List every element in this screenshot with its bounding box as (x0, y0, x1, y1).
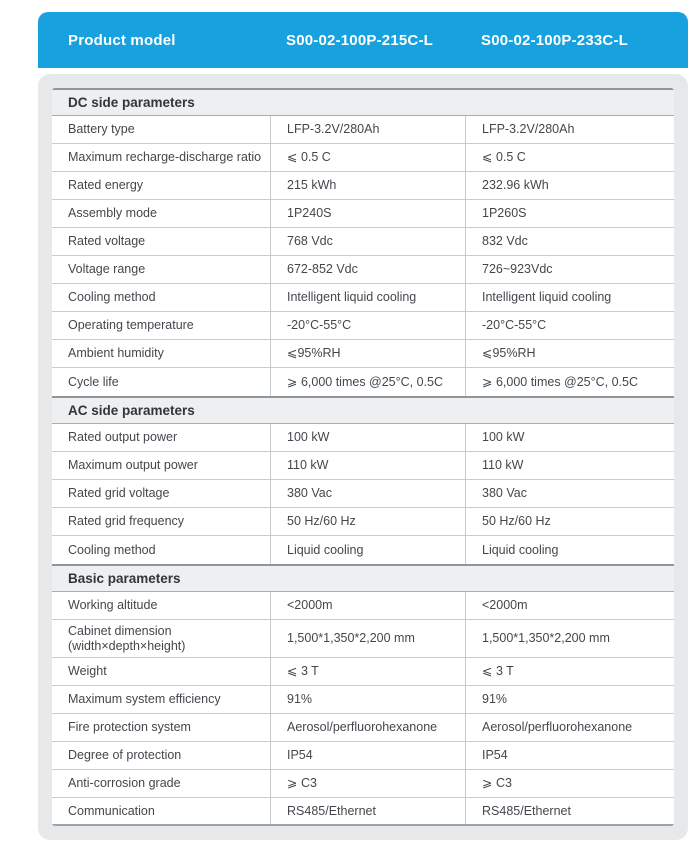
parameter-name: Rated grid voltage (68, 486, 170, 501)
section-header (52, 88, 674, 116)
header-model-2: S00-02-100P-233C-L (481, 31, 629, 49)
table-row (52, 284, 674, 312)
section-header (52, 564, 674, 592)
section-title: AC side parameters (68, 403, 195, 418)
value-cell-model-2: -20°C-55°C (465, 312, 674, 339)
table-row (52, 770, 674, 798)
parameter-name: Maximum recharge-discharge ratio (68, 150, 262, 165)
value-cell-model-2: Aerosol/perfluorohexanone (465, 714, 674, 741)
value-cell-model-1: Aerosol/perfluorohexanone (270, 714, 465, 741)
value-cell-model-2: ⩾ 6,000 times @25°C, 0.5C (465, 368, 674, 396)
value-cell-model-1: Liquid cooling (270, 536, 465, 564)
value-cell-model-2: RS485/Ethernet (465, 798, 674, 824)
value-cell-model-2: 726~923Vdc (465, 256, 674, 283)
parameter-name-cell (52, 592, 270, 619)
parameter-name: Weight (68, 664, 107, 679)
value-cell-model-1: 1P240S (270, 200, 465, 227)
table-row (52, 742, 674, 770)
parameter-name-cell (52, 658, 270, 685)
parameter-name: Anti-corrosion grade (68, 776, 181, 791)
parameter-name-cell (52, 508, 270, 535)
table-row (52, 536, 674, 564)
parameter-name-cell (52, 714, 270, 741)
value-cell-model-2: 1,500*1,350*2,200 mm (465, 620, 674, 657)
parameter-name-cell (52, 480, 270, 507)
table-row (52, 368, 674, 396)
spec-table-panel (52, 88, 674, 826)
parameter-name-cell (52, 686, 270, 713)
value-cell-model-1: 672-852 Vdc (270, 256, 465, 283)
parameter-name-cell (52, 144, 270, 171)
parameter-name: Battery type (68, 122, 135, 137)
parameter-name: Degree of protection (68, 748, 182, 763)
section-header (52, 396, 674, 424)
section-title: DC side parameters (68, 95, 195, 110)
parameter-name: Ambient humidity (68, 346, 164, 361)
value-cell-model-1: <2000m (270, 592, 465, 619)
parameter-name: Cooling method (68, 542, 156, 557)
parameter-name: Cabinet dimension (68, 623, 172, 638)
value-cell-model-1: LFP-3.2V/280Ah (270, 116, 465, 143)
value-cell-model-1: 100 kW (270, 424, 465, 451)
value-cell-model-1: 50 Hz/60 Hz (270, 508, 465, 535)
value-cell-model-2: ⩽ 3 T (465, 658, 674, 685)
parameter-name-cell (52, 256, 270, 283)
spec-table (52, 88, 674, 826)
parameter-name-cell (52, 312, 270, 339)
value-cell-model-2: ⩽95%RH (465, 340, 674, 367)
value-cell-model-2: 100 kW (465, 424, 674, 451)
parameter-name: Cooling method (68, 290, 156, 305)
parameter-name: Communication (68, 803, 155, 818)
value-cell-model-2: 110 kW (465, 452, 674, 479)
parameter-name: Cycle life (68, 374, 119, 389)
parameter-name-cell (52, 340, 270, 367)
parameter-name: Maximum system efficiency (68, 692, 221, 707)
parameter-name-cell (52, 228, 270, 255)
parameter-name: Working altitude (68, 598, 158, 613)
value-cell-model-2: Intelligent liquid cooling (465, 284, 674, 311)
value-cell-model-2: <2000m (465, 592, 674, 619)
parameter-name-cell (52, 798, 270, 824)
table-row (52, 424, 674, 452)
parameter-name: Maximum output power (68, 458, 198, 473)
value-cell-model-1: 215 kWh (270, 172, 465, 199)
table-row (52, 686, 674, 714)
value-cell-model-2: ⩽ 0.5 C (465, 144, 674, 171)
parameter-name-cell (52, 368, 270, 396)
parameter-name-cell (52, 424, 270, 451)
table-row (52, 256, 674, 284)
value-cell-model-2: 1P260S (465, 200, 674, 227)
value-cell-model-1: RS485/Ethernet (270, 798, 465, 824)
value-cell-model-1: ⩾ 6,000 times @25°C, 0.5C (270, 368, 465, 396)
value-cell-model-1: IP54 (270, 742, 465, 769)
parameter-name-cell (52, 116, 270, 143)
value-cell-model-2: 50 Hz/60 Hz (465, 508, 674, 535)
table-row (52, 592, 674, 620)
section-title: Basic parameters (68, 571, 181, 586)
parameter-name: Rated voltage (68, 234, 146, 249)
table-row (52, 340, 674, 368)
value-cell-model-2: ⩾ C3 (465, 770, 674, 797)
parameter-name: Operating temperature (68, 318, 194, 333)
parameter-name-cell (52, 536, 270, 564)
table-row (52, 798, 674, 826)
value-cell-model-1: ⩽ 0.5 C (270, 144, 465, 171)
value-cell-model-2: LFP-3.2V/280Ah (465, 116, 674, 143)
spec-sheet-card (38, 74, 688, 840)
parameter-name: Rated grid frequency (68, 514, 185, 529)
parameter-name-cell (52, 620, 270, 657)
value-cell-model-1: 91% (270, 686, 465, 713)
parameter-name: Rated energy (68, 178, 144, 193)
table-row (52, 116, 674, 144)
value-cell-model-2: IP54 (465, 742, 674, 769)
value-cell-model-1: 380 Vac (270, 480, 465, 507)
value-cell-model-2: 91% (465, 686, 674, 713)
value-cell-model-2: 832 Vdc (465, 228, 674, 255)
value-cell-model-1: Intelligent liquid cooling (270, 284, 465, 311)
table-row (52, 452, 674, 480)
product-model-header-bar (38, 12, 688, 68)
parameter-name: Voltage range (68, 262, 146, 277)
table-row (52, 714, 674, 742)
parameter-name-cell (52, 452, 270, 479)
value-cell-model-1: ⩽95%RH (270, 340, 465, 367)
value-cell-model-1: 768 Vdc (270, 228, 465, 255)
parameter-name-cell (52, 200, 270, 227)
table-row (52, 480, 674, 508)
value-cell-model-2: 380 Vac (465, 480, 674, 507)
table-row (52, 172, 674, 200)
table-row (52, 620, 674, 658)
parameter-name-cell (52, 770, 270, 797)
value-cell-model-2: Liquid cooling (465, 536, 674, 564)
parameter-name-line2: (width×depth×height) (68, 638, 186, 653)
parameter-name: Rated output power (68, 430, 178, 445)
parameter-name: Assembly mode (68, 206, 157, 221)
table-row (52, 228, 674, 256)
value-cell-model-1: ⩽ 3 T (270, 658, 465, 685)
table-row (52, 200, 674, 228)
header-model-1: S00-02-100P-215C-L (286, 31, 434, 49)
table-row (52, 312, 674, 340)
value-cell-model-1: -20°C-55°C (270, 312, 465, 339)
table-row (52, 144, 674, 172)
parameter-name: Fire protection system (68, 720, 191, 735)
header-product-model-label: Product model (68, 31, 176, 49)
value-cell-model-2: 232.96 kWh (465, 172, 674, 199)
value-cell-model-1: ⩾ C3 (270, 770, 465, 797)
value-cell-model-1: 1,500*1,350*2,200 mm (270, 620, 465, 657)
parameter-name-cell (52, 284, 270, 311)
parameter-name-cell (52, 742, 270, 769)
table-row (52, 508, 674, 536)
table-row (52, 658, 674, 686)
value-cell-model-1: 110 kW (270, 452, 465, 479)
parameter-name-cell (52, 172, 270, 199)
